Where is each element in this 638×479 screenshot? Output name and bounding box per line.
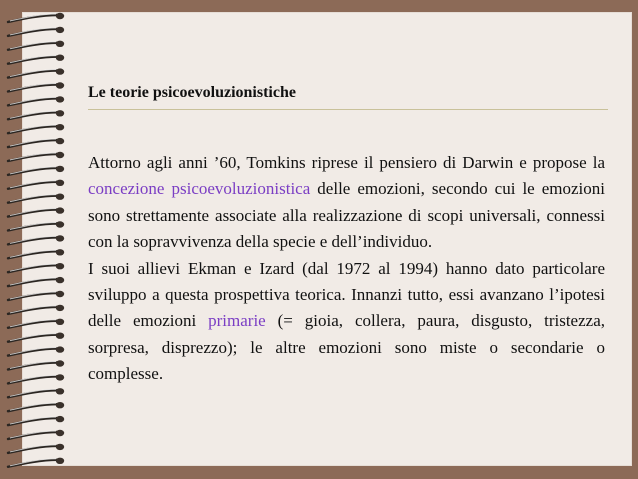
- binding-ring: [8, 194, 64, 203]
- paragraph-1-text-a: Attorno agli anni ’60, Tomkins riprese il pensiero di Darwin e propose la: [88, 153, 605, 172]
- spiral-binding: [0, 0, 80, 479]
- title-divider: [88, 109, 608, 110]
- binding-ring: [8, 180, 64, 189]
- binding-ring: [8, 402, 64, 411]
- binding-ring: [8, 291, 64, 300]
- binding-ring: [8, 96, 64, 105]
- binding-ring: [8, 13, 64, 22]
- binding-ring: [8, 263, 64, 272]
- paragraph-2-text-a: I suoi allievi Ekman e Izard (dal 1972 al 1994) hanno dato particolare sviluppo a questa prospettiva teorica. Innanzi tutto, essi avanzano l’ipotesi delle emozioni: [88, 258, 605, 331]
- binding-ring: [8, 277, 64, 286]
- binding-ring: [8, 374, 64, 383]
- binding-ring: [8, 68, 64, 77]
- slide-body: [88, 150, 605, 388]
- paragraph-1-highlight: concezione psicoevoluzionistica: [88, 179, 311, 199]
- binding-ring: [8, 82, 64, 91]
- binding-ring: [8, 110, 64, 119]
- binding-ring: [8, 319, 64, 328]
- binding-ring: [8, 458, 64, 467]
- binding-ring: [8, 305, 64, 314]
- binding-ring: [8, 249, 64, 258]
- paragraph-1-text-b: delle emozioni, secondo cui le emozioni sono strettamente associate alla realizzazione di scopi universali, connessi con la sopravvivenza della specie e dell’individuo.: [88, 179, 605, 252]
- binding-ring: [8, 207, 64, 216]
- binding-ring: [8, 235, 64, 244]
- paragraph-2-text-b: (= gioia, collera, paura, disgusto, tristezza, sorpresa, disprezzo); le altre emozioni sono miste o secondarie o complesse.: [88, 311, 605, 384]
- slide-title: Le teorie psicoevoluzionistiche: [88, 84, 296, 101]
- binding-ring: [8, 430, 64, 439]
- binding-ring: [8, 333, 64, 342]
- binding-ring: [8, 152, 64, 161]
- binding-ring: [8, 124, 64, 133]
- binding-ring: [8, 166, 64, 175]
- paragraph-2-highlight: primarie: [208, 311, 266, 331]
- binding-ring: [8, 55, 64, 64]
- binding-ring: [8, 41, 64, 50]
- binding-ring: [8, 346, 64, 355]
- binding-ring: [8, 416, 64, 425]
- binding-ring: [8, 221, 64, 230]
- binding-ring: [8, 138, 64, 147]
- paragraph-1: [88, 150, 605, 256]
- binding-ring: [8, 444, 64, 453]
- binding-ring: [8, 27, 64, 36]
- binding-ring: [8, 388, 64, 397]
- binding-ring: [8, 360, 64, 369]
- paragraph-2: [88, 256, 605, 388]
